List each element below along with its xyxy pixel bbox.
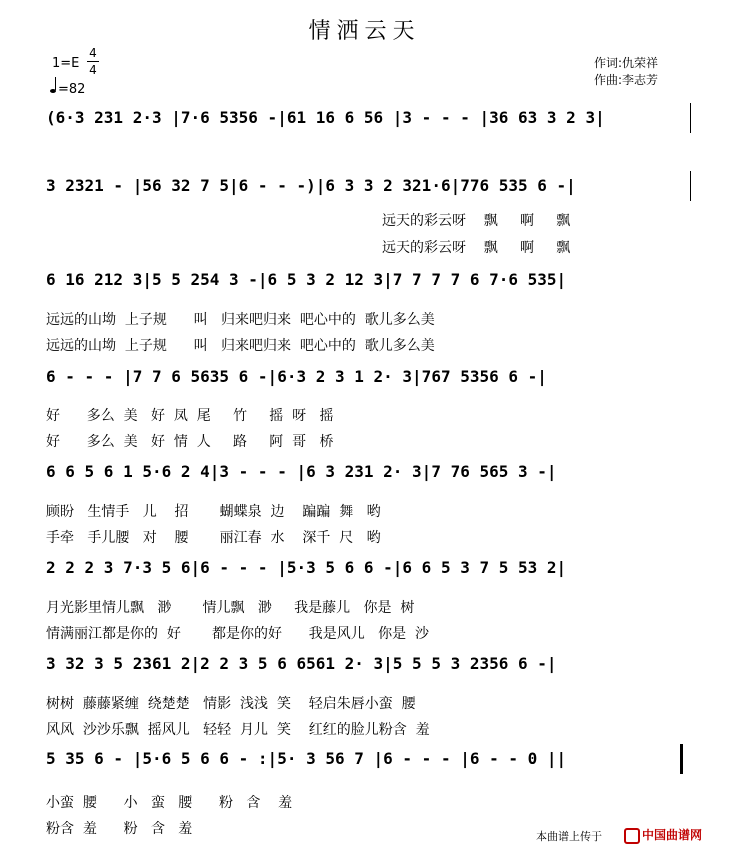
barline-right-8 [680,744,683,774]
score-line-8: 5 35 6 - |5·6 5 6 6 - :|5· 3 56 7 |6 - - - |6 - - 0 || [46,749,567,768]
lyric-2b: 远远的山坳 上子规 叫 归来吧归来 吧心中的 歌儿多么美 [46,338,435,354]
tempo-value: =82 [58,82,86,97]
lyric-6a: 树树 藤藤紧缠 绕楚楚 情影 浅浅 笑 轻启朱唇小蛮 腰 [46,696,416,712]
composer: 作曲:李志芳 [594,73,659,87]
lyric-3b: 好 多么 美 好 情 人 路 阿 哥 桥 [46,434,334,450]
lyric-2a: 远远的山坳 上子规 叫 归来吧归来 吧心中的 歌儿多么美 [46,312,435,328]
time-signature [87,46,99,77]
barline-right-1 [690,103,691,133]
score-line-6: 2 2 2 3 7·3 5 6|6 - - - |5·3 5 6 6 -|6 6 5 3 7 5 53 2| [46,558,567,577]
key-signature: 1=E [52,56,80,71]
lyric-5a: 月光影里情儿飘 渺 情儿飘 渺 我是藤儿 你是 树 [46,600,415,616]
lyric-1b: 远天的彩云呀 飘 啊 飘 [382,240,571,256]
time-signature-top: 4 [89,46,97,60]
score-line-7: 3 32 3 5 2361 2|2 2 3 5 6 6561 2· 3|5 5 5 3 2356 6 -| [46,654,557,673]
lyric-6b: 风风 沙沙乐飘 摇风儿 轻轻 月儿 笑 红红的脸儿粉含 羞 [46,722,430,738]
lyric-7a: 小蛮 腰 小 蛮 腰 粉 含 羞 [46,795,293,811]
footer-upload-text: 本曲谱上传于 [536,830,602,843]
page-title: 情洒云天 [308,19,421,44]
lyric-4a: 顾盼 生情手 儿 招 蝴蝶泉 边 蹁蹁 舞 哟 [46,504,381,520]
site-name: 中国曲谱网 [642,828,703,842]
logo-icon [624,828,640,844]
lyric-1a: 远天的彩云呀 飘 啊 飘 [382,213,571,229]
tempo-mark [50,82,85,97]
lyric-3a: 好 多么 美 好 凤 尾 竹 摇 呀 摇 [46,408,334,424]
lyric-4b: 手牵 手儿腰 对 腰 丽江春 水 深千 尺 哟 [46,530,381,546]
score-line-2: 3 2321 - |56 32 7 5|6 - - -)|6 3 3 2 321·6|776 535 6 -| [46,176,576,195]
lyricist: 作词:仇荣祥 [594,56,659,70]
lyric-5b: 情满丽江都是你的 好 都是你的好 我是风儿 你是 沙 [46,626,430,642]
site-logo [624,826,702,844]
credits [594,55,658,89]
quarter-note-icon [50,89,56,93]
score-line-4: 6 - - - |7 7 6 5635 6 -|6·3 2 3 1 2· 3|767 5356 6 -| [46,367,547,386]
score-line-5: 6 6 5 6 1 5·6 2 4|3 - - - |6 3 231 2· 3|7 76 565 3 -| [46,462,557,481]
barline-right-2 [690,171,691,201]
lyric-7b: 粉含 羞 粉 含 羞 [46,821,193,837]
score-line-1: (6·3 231 2·3 |7·6 5356 -|61 16 6 56 |3 - - - |36 63 3 2 3| [46,108,605,127]
time-signature-bottom: 4 [89,63,97,77]
score-line-3: 6 16 212 3|5 5 254 3 -|6 5 3 2 12 3|7 7 7 7 6 7·6 535| [46,270,567,289]
